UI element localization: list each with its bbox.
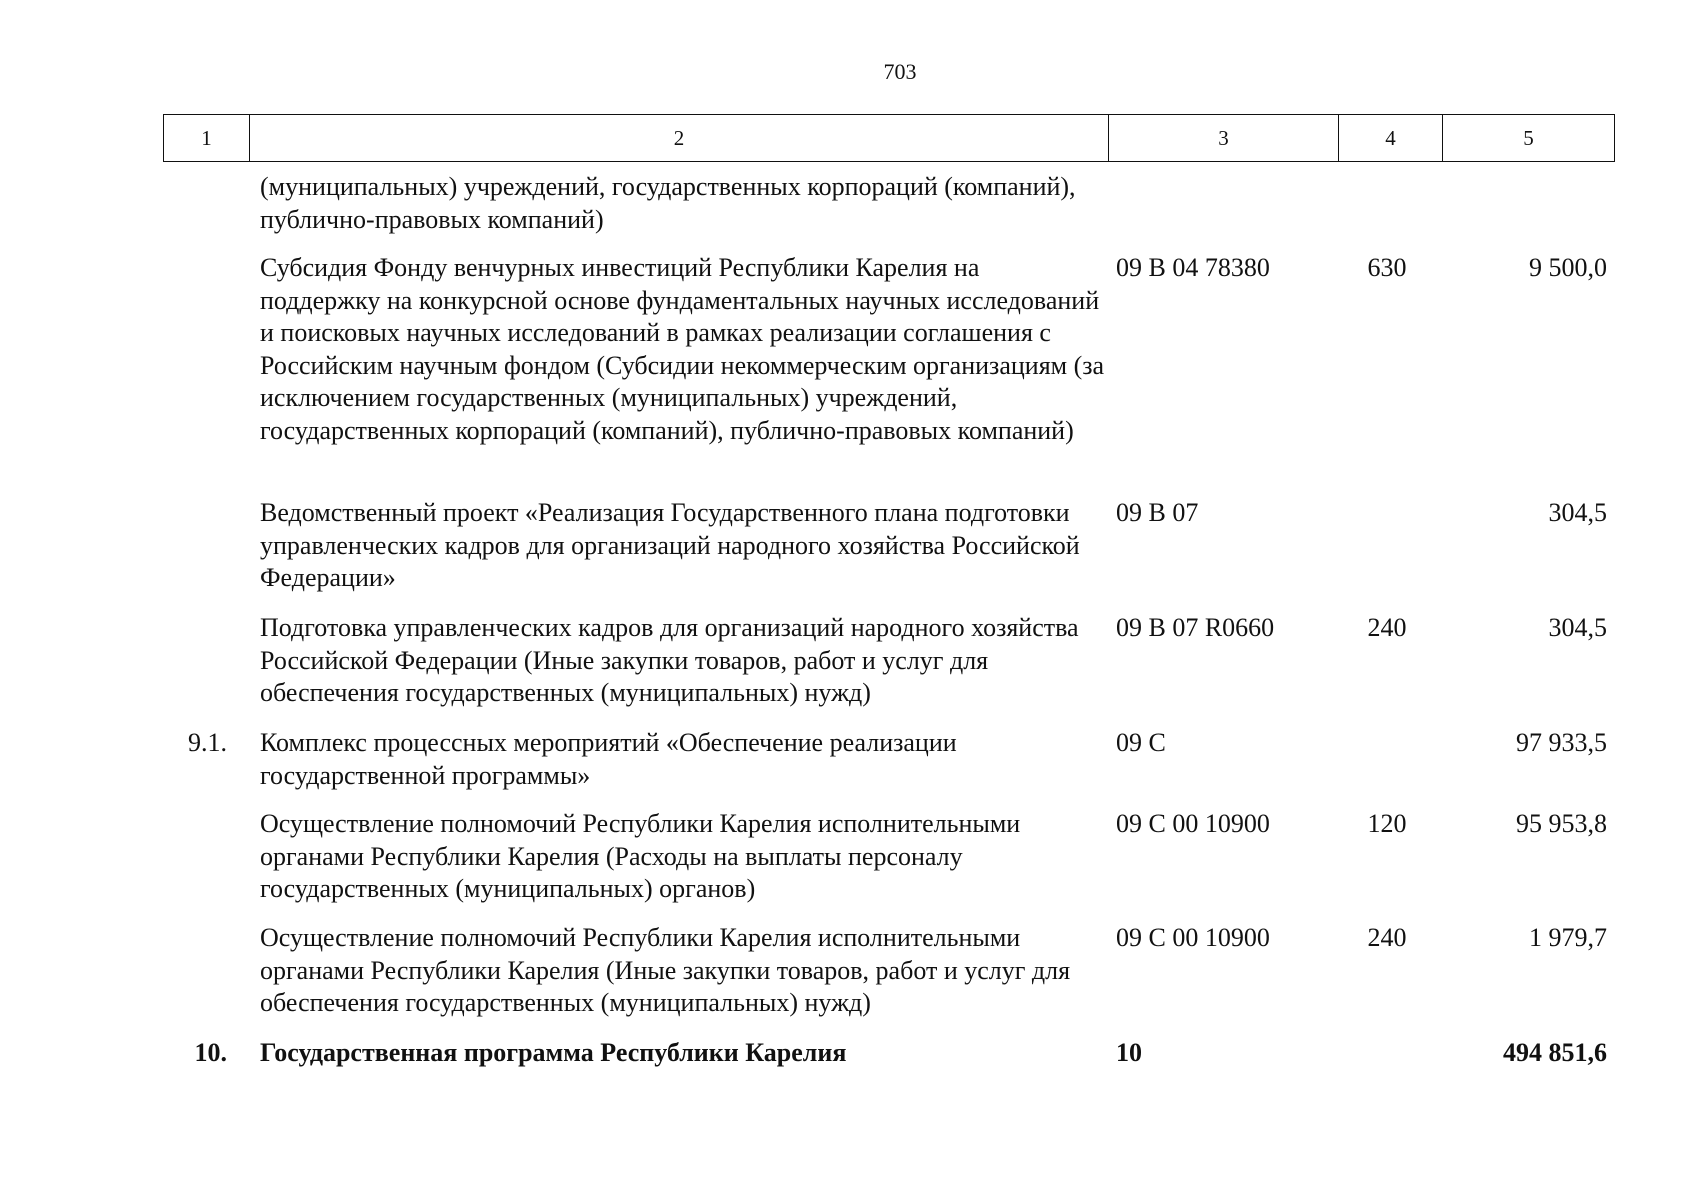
row-number: 10. (194, 1038, 227, 1067)
row-amount: 97 933,5 (1516, 728, 1607, 757)
row-name: Осуществление полномочий Республики Карелия исполнительными органами Республики Карелия (Расходы на выплаты персоналу государственных (муниципальных) органов) (260, 809, 1021, 903)
header-col-1: 1 (164, 115, 250, 162)
row-amount: 1 979,7 (1529, 923, 1607, 952)
header-col-4: 4 (1339, 115, 1443, 162)
row-name: (муниципальных) учреждений, государственных корпораций (компаний), публично-правовых компаний) (260, 172, 1076, 234)
row-name: Комплекс процессных мероприятий «Обеспечение реализации государственной программы» (260, 728, 957, 790)
row-code: 09 В 04 78380 (1116, 253, 1270, 282)
row-amount: 9 500,0 (1529, 253, 1607, 282)
header-col-2: 2 (250, 115, 1109, 162)
row-code: 09 В 07 (1116, 498, 1199, 527)
page-number: 703 (883, 59, 917, 84)
row-name: Государственная программа Республики Карелия (260, 1038, 847, 1067)
table-header (163, 114, 1615, 162)
row-number: 9.1. (188, 728, 227, 757)
row-amount: 494 851,6 (1503, 1038, 1607, 1067)
row-amount: 304,5 (1548, 613, 1607, 642)
row-type: 120 (1367, 809, 1407, 838)
row-name: Субсидия Фонду венчурных инвестиций Республики Карелия на поддержку на конкурсной основе фундаментальных научных исследований и поисковых научных исследований в рамках реализации соглашения с Российским научным фондом (Субсидии некоммерческим организациям (за исключением государственных (муниципальных) учреждений, государственных корпораций (компаний), публично-правовых компаний) (260, 253, 1105, 445)
row-code: 09 В 07 R0660 (1116, 613, 1275, 642)
row-type: 240 (1367, 613, 1407, 642)
row-code: 09 С 00 10900 (1116, 923, 1270, 952)
row-name: Ведомственный проект «Реализация Государственного плана подготовки управленческих кадров для организаций народного хозяйства Российской Федерации» (260, 498, 1080, 592)
row-code: 09 С 00 10900 (1116, 809, 1270, 838)
row-name: Осуществление полномочий Республики Карелия исполнительными органами Республики Карелия (Иные закупки товаров, работ и услуг для обеспечения государственных (муниципальных) нужд) (260, 923, 1071, 1017)
row-code: 09 С (1116, 728, 1166, 757)
row-code: 10 (1116, 1038, 1142, 1067)
row-type: 630 (1367, 253, 1407, 282)
row-name: Подготовка управленческих кадров для организаций народного хозяйства Российской Федерации (Иные закупки товаров, работ и услуг для обеспечения государственных (муниципальных) нужд) (260, 613, 1079, 707)
header-col-3: 3 (1109, 115, 1339, 162)
row-type: 240 (1367, 923, 1407, 952)
row-amount: 95 953,8 (1516, 809, 1607, 838)
row-amount: 304,5 (1548, 498, 1607, 527)
header-col-5: 5 (1443, 115, 1615, 162)
